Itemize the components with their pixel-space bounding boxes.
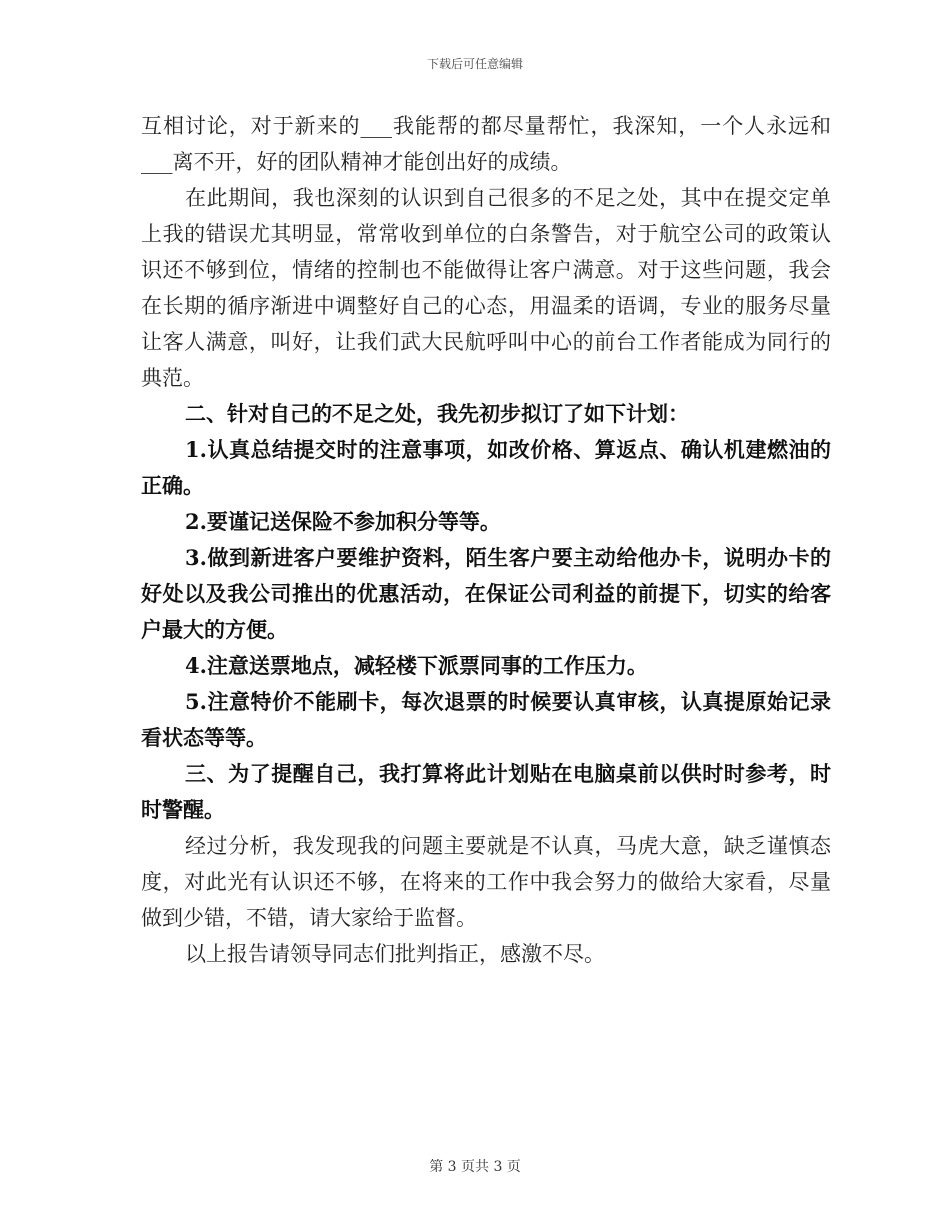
paragraph-self-reflection: 在此期间，我也深刻的认识到自己很多的不足之处，其中在提交定单上我的错误尤其明显，常常收到单位的白条警告，对于航空公司的政策认识还不够到位，情绪的控制也不能做得让客户满意。对于这些问题，我会在长期的循序渐进中调整好自己的心态，用温柔的语调，专业的服务尽量让客人满意，叫好，让我们武大民航呼叫中心的前台工作者能成为同行的典范。 [141, 186, 831, 390]
paragraph-continuation: 互相讨论，对于新来的___我能帮的都尽量帮忙，我深知，一个人永远和___离不开，好的团队精神才能创出好的成绩。 [141, 114, 831, 174]
page-header: 下载后可任意编辑 [426, 57, 523, 71]
paragraph-analysis: 经过分析，我发现我的问题主要就是不认真，马虎大意，缺乏谨慎态度，对此光有认识还不够，在将来的工作中我会努力的做给大家看，尽量做到少错，不错，请大家给于监督。 [141, 834, 831, 930]
plan-item-5: 5.注意特价不能刷卡，每次退票的时候要认真审核，认真提原始记录看状态等等。 [141, 689, 831, 750]
plan-item-3: 3.做到新进客户要维护资料，陌生客户要主动给他办卡，说明办卡的好处以及我公司推出的优惠活动，在保证公司利益的前提下，切实的给客户最大的方便。 [141, 545, 831, 642]
document-body [141, 108, 831, 972]
section-heading-reminder: 三、为了提醒自己，我打算将此计划贴在电脑桌前以供时时参考，时时警醒。 [141, 761, 831, 822]
plan-item-1: 1.认真总结提交时的注意事项，如改价格、算返点、确认机建燃油的正确。 [141, 437, 831, 498]
paragraph-closing: 以上报告请领导同志们批判指正，感激不尽。 [185, 942, 605, 966]
page-footer: 第 3 页共 3 页 [429, 1159, 521, 1175]
section-heading-plan: 二、针对自己的不足之处，我先初步拟订了如下计划： [185, 401, 689, 426]
plan-item-2: 2.要谨记送保险不参加积分等等。 [185, 509, 501, 534]
plan-item-4: 4.注意送票地点，减轻楼下派票同事的工作压力。 [185, 653, 648, 678]
